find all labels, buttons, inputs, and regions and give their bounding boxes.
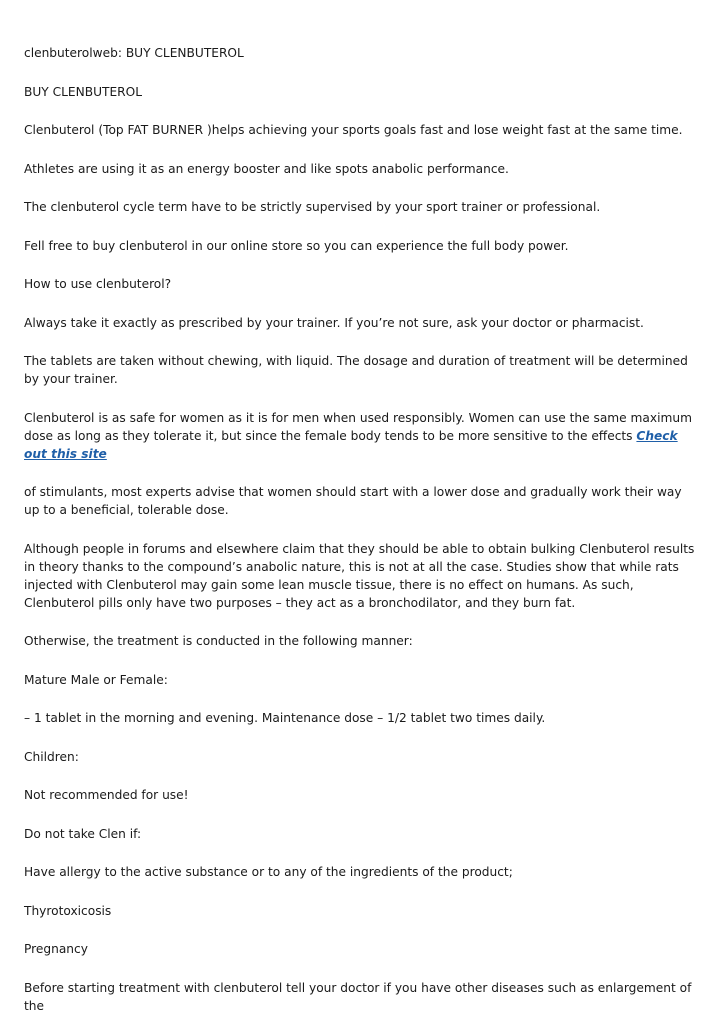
paragraph-stimulants: of stimulants, most experts advise that women should start with a lower dose and gradually work their way up to a beneficial, tolerable dose. [24, 485, 682, 517]
item-pregnancy: Pregnancy [24, 942, 88, 956]
check-out-link[interactable]: Check out this site [24, 428, 678, 461]
label-adult: Mature Male or Female: [24, 672, 168, 687]
paragraph-not-recommended: Not recommended for use! [24, 788, 189, 802]
paragraph-cycle: The clenbuterol cycle term have to be strictly supervised by your sport trainer or professional. [24, 200, 601, 214]
paragraph-store: Fell free to buy clenbuterol in our online store so you can experience the full body power. [24, 238, 569, 253]
paragraph-women-text: Clenbuterol is as safe for women as it is for men when used responsibly. Women can use the same maximum dose as long as they tolerate it, but since the female body tends to be more sensitive to the effects [24, 410, 692, 443]
paragraph-treatment: Otherwise, the treatment is conducted in the following manner: [24, 634, 413, 648]
document-title: BUY CLENBUTEROL [24, 84, 142, 99]
paragraph-athletes: Athletes are using it as an energy booster and like spots anabolic performance. [24, 161, 509, 176]
heading-how-to-use: How to use clenbuterol? [24, 277, 172, 291]
item-thyrotoxicosis: Thyrotoxicosis [24, 903, 112, 918]
paragraph-tablets: The tablets are taken without chewing, with liquid. The dosage and duration of treatment will be determined by your trainer. [24, 354, 688, 386]
paragraph-before-starting: Before starting treatment with clenbuterol tell your doctor if you have other diseases such as enlargement of the [24, 980, 692, 1013]
paragraph-dose: – 1 tablet in the morning and evening. Maintenance dose – 1/2 tablet two times daily. [24, 711, 546, 725]
paragraph-intro: Clenbuterol (Top FAT BURNER )helps achieving your sports goals fast and lose weight fast at the same time. [24, 123, 683, 137]
document-body [24, 44, 700, 1035]
paragraph-allergy: Have allergy to the active substance or to any of the ingredients of the product; [24, 865, 513, 879]
label-do-not-take: Do not take Clen if: [24, 826, 142, 841]
paragraph-women [24, 409, 700, 463]
label-children: Children: [24, 749, 79, 764]
header-line: clenbuterolweb: BUY CLENBUTEROL [24, 46, 244, 60]
paragraph-prescribed: Always take it exactly as prescribed by your trainer. If you’re not sure, ask your doctor or pharmacist. [24, 315, 644, 330]
paragraph-bulking: Although people in forums and elsewhere claim that they should be able to obtain bulking Clenbuterol results in theory thanks to the compound’s anabolic nature, this is not at all the case. Studies show that while rats injected with Clenbuterol may gain some lean muscle tissue, there is no effect on humans. As such, Clenbuterol pills only have two purposes – they act as a bronchodilator, and they burn fat. [24, 541, 695, 610]
